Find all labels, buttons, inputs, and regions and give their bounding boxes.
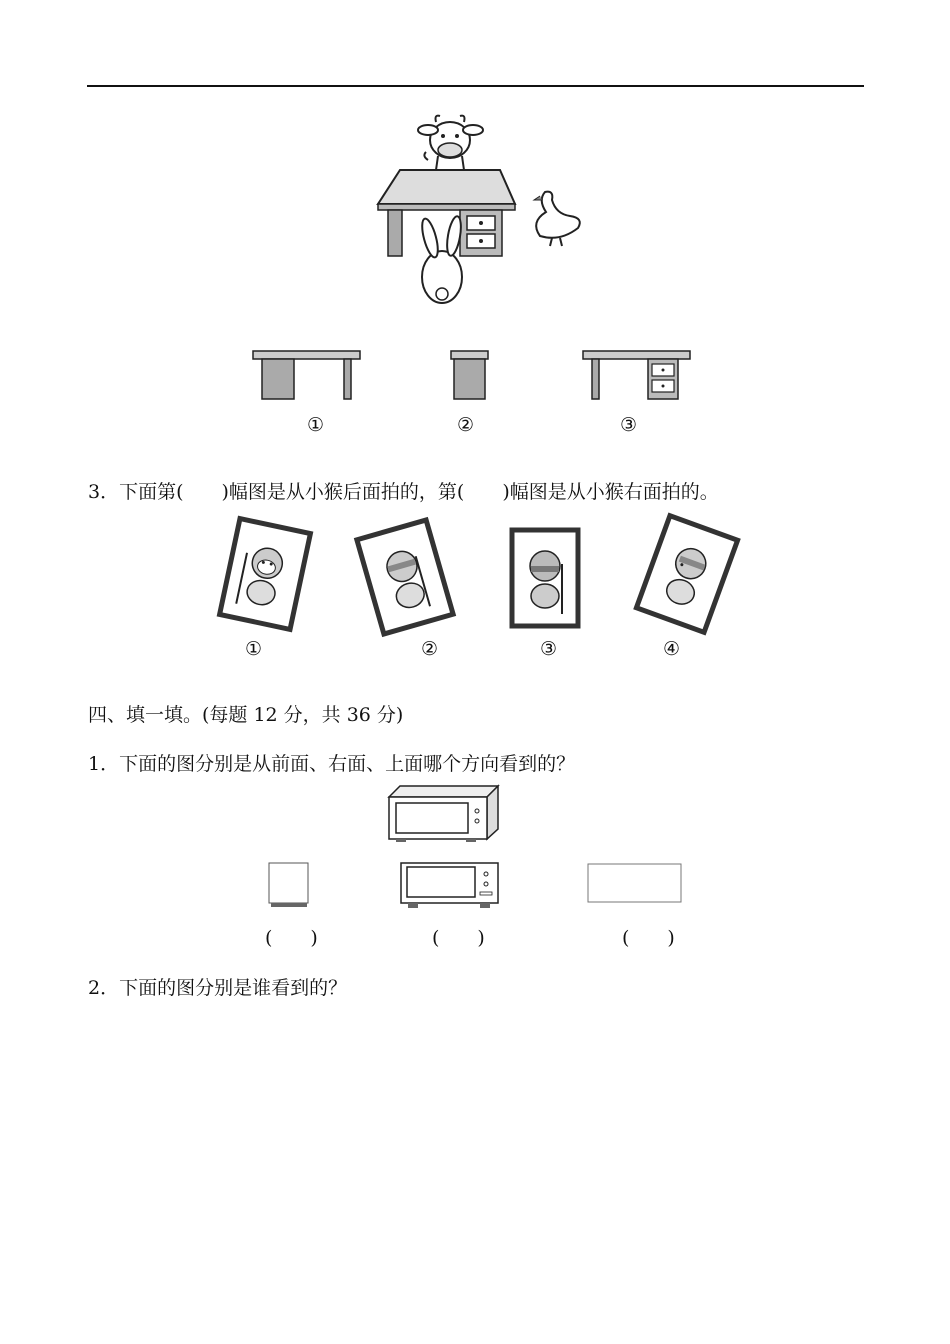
- monkey-photo-2: [355, 520, 455, 635]
- answer-blank-1[interactable]: ( ): [265, 927, 318, 949]
- desk-scene-illustration: [370, 112, 600, 312]
- question-3-text: 3．下面第( )幅图是从小猴后面拍的，第( )幅图是从小猴右面拍的。: [88, 481, 719, 503]
- monkey-option-label-2: ②: [421, 638, 439, 660]
- question-4-1-text: 1．下面的图分别是从前面、右面、上面哪个方向看到的？: [88, 753, 576, 775]
- monkey-photo-3: [500, 520, 590, 635]
- header-rule: [87, 85, 864, 87]
- rabbit-figure: [419, 215, 463, 303]
- monkey-option-label-4: ④: [663, 638, 681, 660]
- desk-view-option-3: [582, 350, 692, 402]
- monkey-option-label-3: ③: [540, 638, 558, 660]
- question-4-2-text: 2．下面的图分别是谁看到的？: [88, 977, 348, 999]
- cow-figure: [418, 116, 483, 170]
- desk-view-option-1: [252, 350, 362, 402]
- monkey-photo-1: [215, 517, 315, 632]
- monkey-photo-4: [635, 517, 740, 632]
- desk-option-label-2: ②: [457, 414, 475, 436]
- answer-blank-3[interactable]: ( ): [622, 927, 675, 949]
- microwave-view-top: [586, 862, 684, 906]
- desk-view-option-2: [450, 350, 490, 402]
- microwave-view-side: [268, 862, 310, 908]
- desk-option-label-1: ①: [307, 414, 325, 436]
- microwave-illustration: [388, 785, 500, 843]
- section-4-heading: 四、填一填。(每题 12 分，共 36 分): [88, 704, 404, 726]
- goose-figure: [534, 192, 580, 246]
- answer-blank-2[interactable]: ( ): [432, 927, 485, 949]
- microwave-view-front: [400, 862, 500, 910]
- desk-option-label-3: ③: [620, 414, 638, 436]
- monkey-option-label-1: ①: [245, 638, 263, 660]
